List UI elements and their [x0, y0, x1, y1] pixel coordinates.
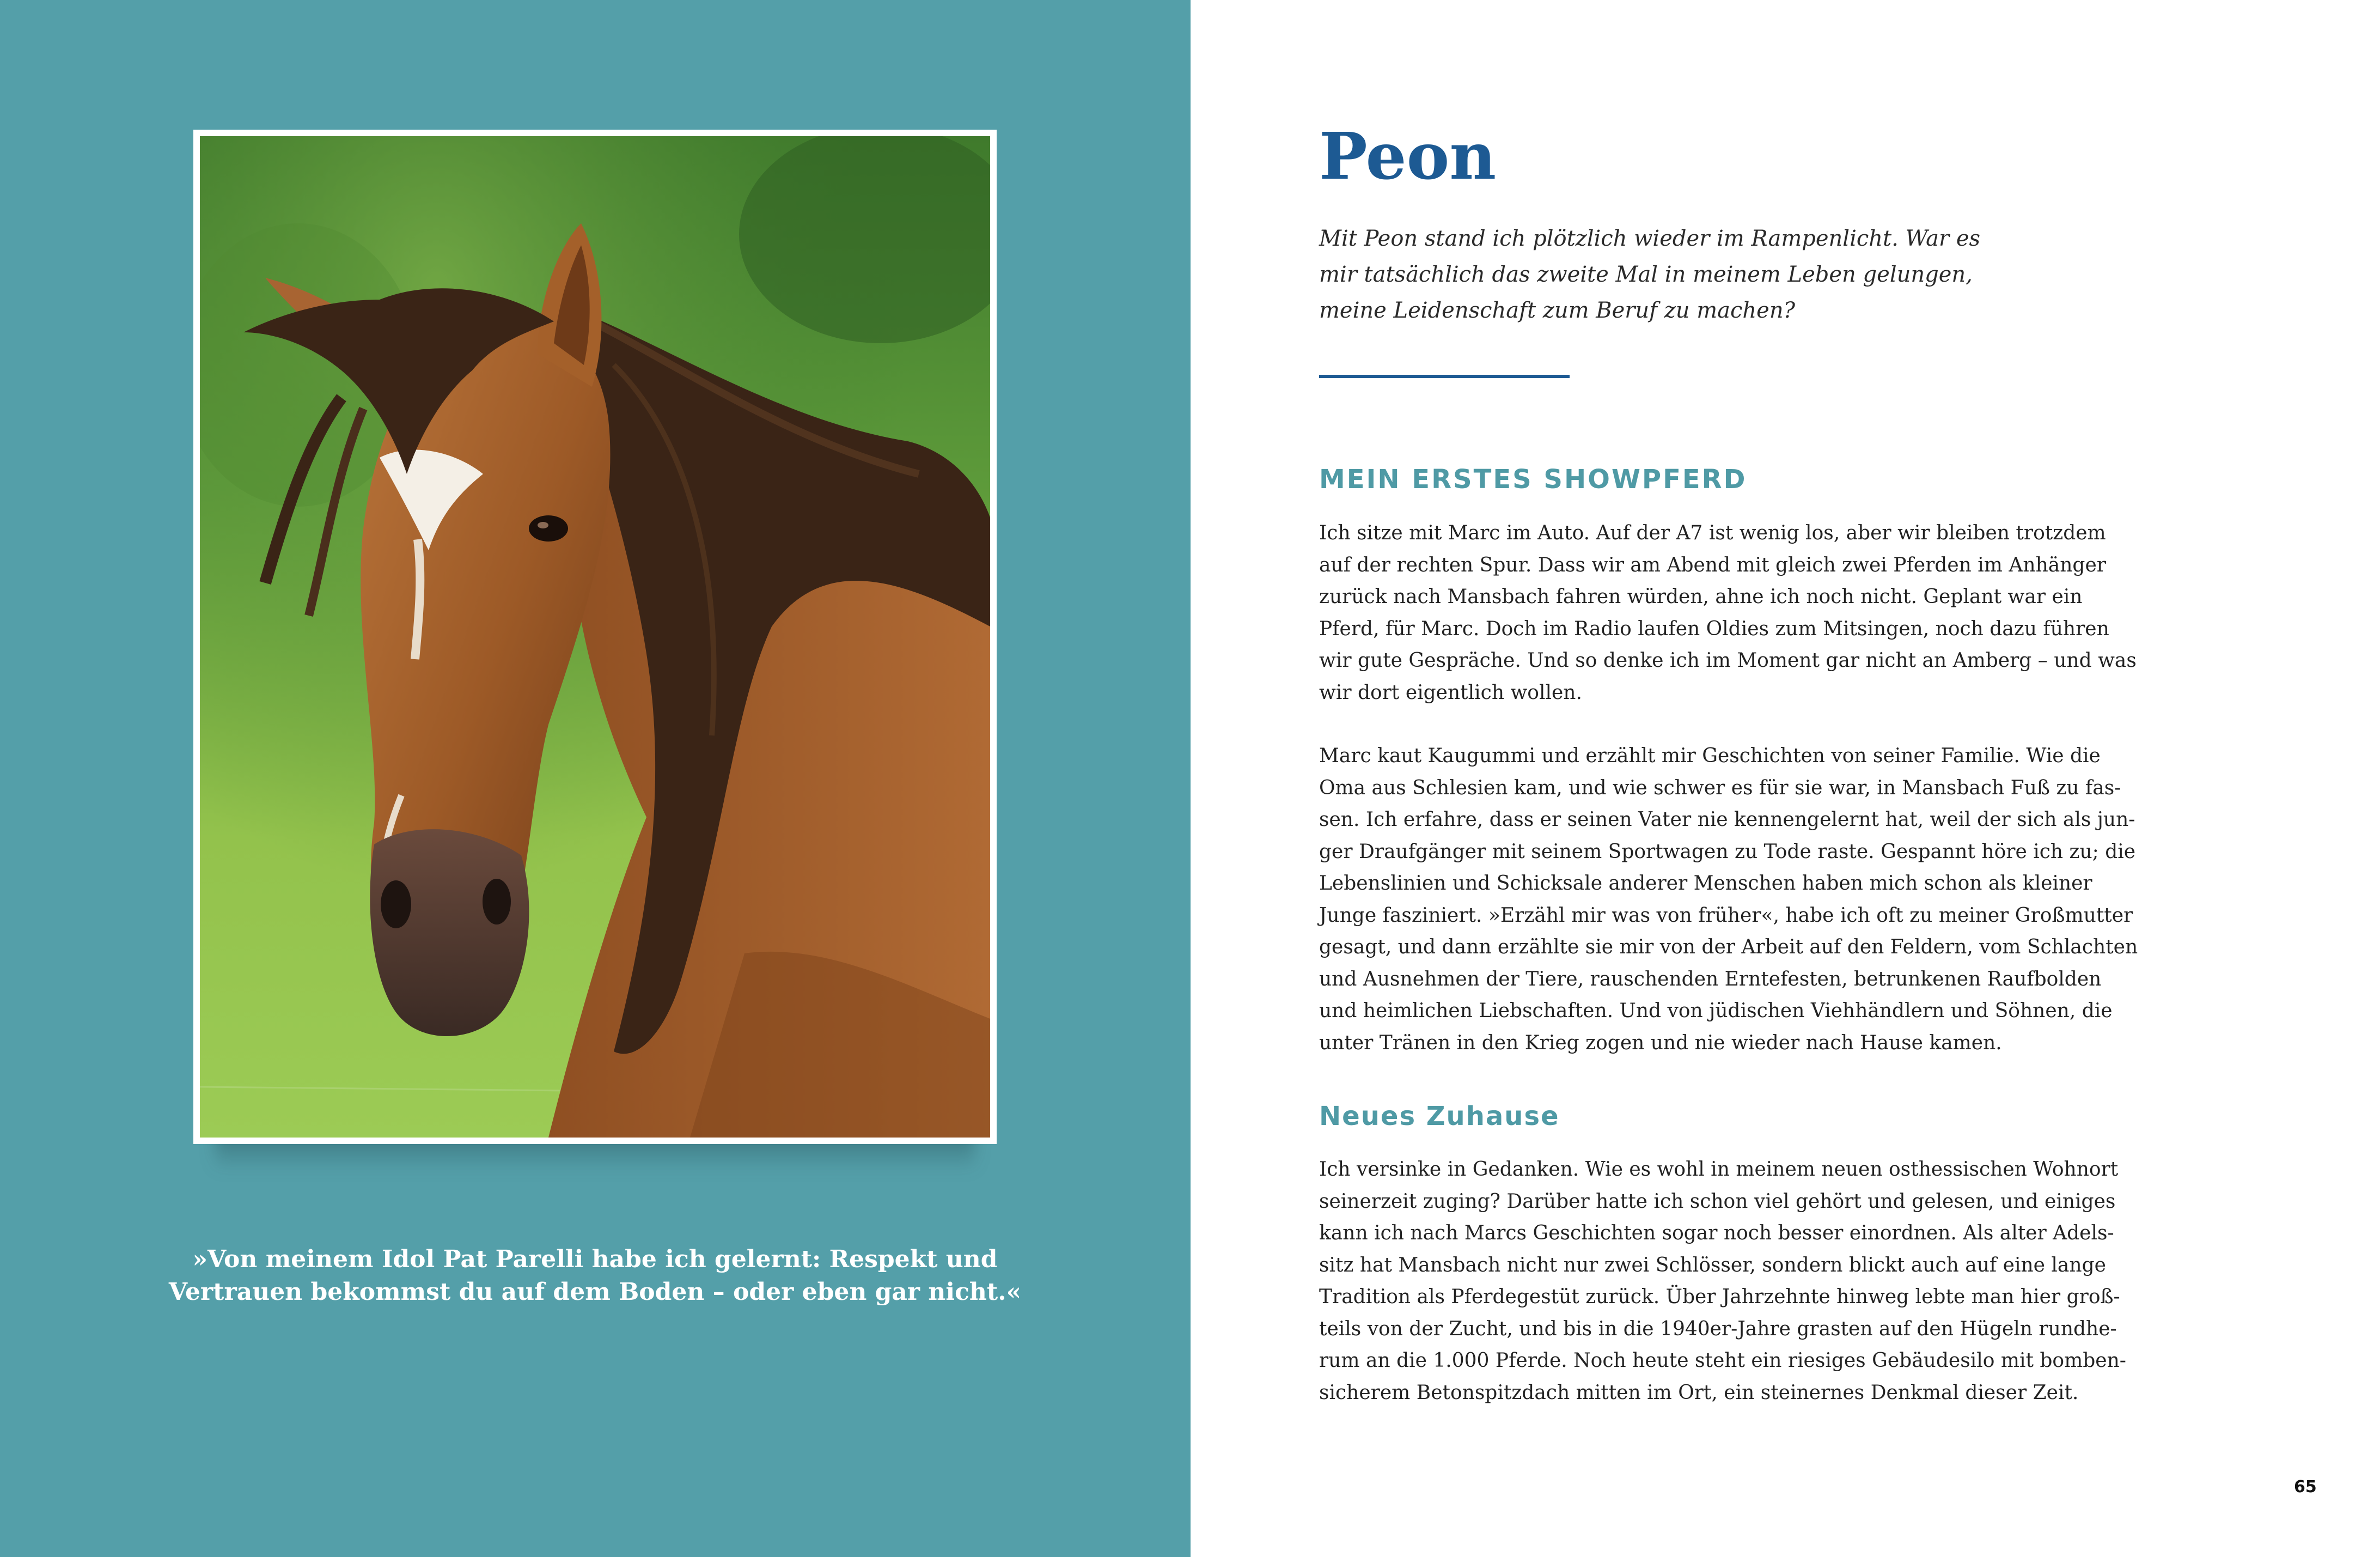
paragraph-line: Ich sitze mit Marc im Auto. Auf der A7 ist wenig los, aber wir bleiben trotzdem	[1319, 522, 2106, 544]
body-paragraph	[1319, 1154, 2126, 1409]
paragraph-line: Tradition als Pferdegestüt zurück. Über Jahrzehnte hinweg lebte man hier groß-	[1319, 1286, 2120, 1308]
page-number: 65	[2294, 1477, 2317, 1497]
paragraph-line: wir dort eigentlich wollen.	[1319, 681, 1582, 704]
paragraph-line: Marc kaut Kaugummi und erzählt mir Geschichten von seiner Familie. Wie die	[1319, 745, 2101, 767]
intro-line: mir tatsächlich das zweite Mal in meinem Leben gelungen,	[1319, 262, 1973, 287]
paragraph-line: sen. Ich erfahre, dass er seinen Vater nie kennengelernt hat, weil der sich als jun-	[1319, 808, 2135, 831]
paragraph-line: seinerzeit zuging? Darüber hatte ich schon viel gehört und gelesen, und einiges	[1319, 1190, 2116, 1213]
body-paragraph	[1319, 740, 2138, 1059]
paragraph-line: sitz hat Mansbach nicht nur zwei Schlösser, sondern blickt auch auf eine lange	[1319, 1254, 2106, 1276]
photo-frame	[193, 130, 997, 1144]
paragraph-line: teils von der Zucht, und bis in die 1940er-Jahre grasten auf den Hügeln rundhe-	[1319, 1317, 2117, 1340]
intro-line: meine Leidenschaft zum Beruf zu machen?	[1319, 298, 1796, 323]
paragraph-line: gesagt, und dann erzählte sie mir von der Arbeit auf den Feldern, vom Schlachten	[1319, 936, 2138, 958]
paragraph-line: Oma aus Schlesien kam, und wie schwer es für sie war, in Mansbach Fuß zu fas-	[1319, 776, 2121, 799]
pull-quote-line: Vertrauen bekommst du auf dem Boden – oder eben gar nicht.«	[168, 1278, 1022, 1306]
horse-head-photo	[200, 136, 990, 1138]
section-heading: Neues Zuhause	[1319, 1101, 1560, 1132]
paragraph-line: und heimlichen Liebschaften. Und von jüdischen Viehhändlern und Söhnen, die	[1319, 1000, 2113, 1022]
body-paragraph	[1319, 518, 2137, 709]
paragraph-line: auf der rechten Spur. Dass wir am Abend mit gleich zwei Pferden im Anhänger	[1319, 554, 2106, 576]
paragraph-line: zurück nach Mansbach fahren würden, ahne ich noch nicht. Geplant war ein	[1319, 586, 2083, 608]
paragraph-line: und Ausnehmen der Tiere, rauschenden Erntefesten, betrunkenen Raufbolden	[1319, 968, 2102, 990]
paragraph-line: ger Draufgänger mit seinem Sportwagen zu Tode raste. Gespannt höre ich zu; die	[1319, 840, 2136, 863]
section-heading: MEIN ERSTES SHOWPFERD	[1319, 464, 1747, 495]
paragraph-line: wir gute Gespräche. Und so denke ich im Moment gar nicht an Amberg – und was	[1319, 649, 2137, 672]
paragraph-line: Pferd, für Marc. Doch im Radio laufen Oldies zum Mitsingen, noch dazu führen	[1319, 617, 2109, 640]
pull-quote	[163, 1243, 1027, 1309]
paragraph-line: rum an die 1.000 Pferde. Noch heute steht ein riesiges Gebäudesilo mit bomben-	[1319, 1349, 2126, 1372]
chapter-title: Peon	[1319, 118, 1497, 194]
right-page	[1191, 0, 2380, 1557]
pull-quote-line: »Von meinem Idol Pat Parelli habe ich gelernt: Respekt und	[192, 1245, 998, 1273]
intro-line: Mit Peon stand ich plötzlich wieder im Rampenlicht. War es	[1319, 226, 1981, 251]
chapter-intro	[1319, 221, 2016, 329]
paragraph-line: kann ich nach Marcs Geschichten sogar noch besser einordnen. Als alter Adels-	[1319, 1222, 2114, 1244]
paragraph-line: Junge fasziniert. »Erzähl mir was von früher«, habe ich oft zu meiner Großmutter	[1319, 904, 2133, 927]
paragraph-line: Lebenslinien und Schicksale anderer Menschen haben mich schon als kleiner	[1319, 872, 2092, 895]
title-divider	[1319, 375, 1570, 378]
paragraph-line: Ich versinke in Gedanken. Wie es wohl in meinem neuen osthessischen Wohnort	[1319, 1158, 2119, 1181]
paragraph-line: sicherem Betonspitzdach mitten im Ort, ein steinernes Denkmal dieser Zeit.	[1319, 1381, 2079, 1404]
paragraph-line: unter Tränen in den Krieg zogen und nie wieder nach Hause kamen.	[1319, 1031, 2002, 1054]
